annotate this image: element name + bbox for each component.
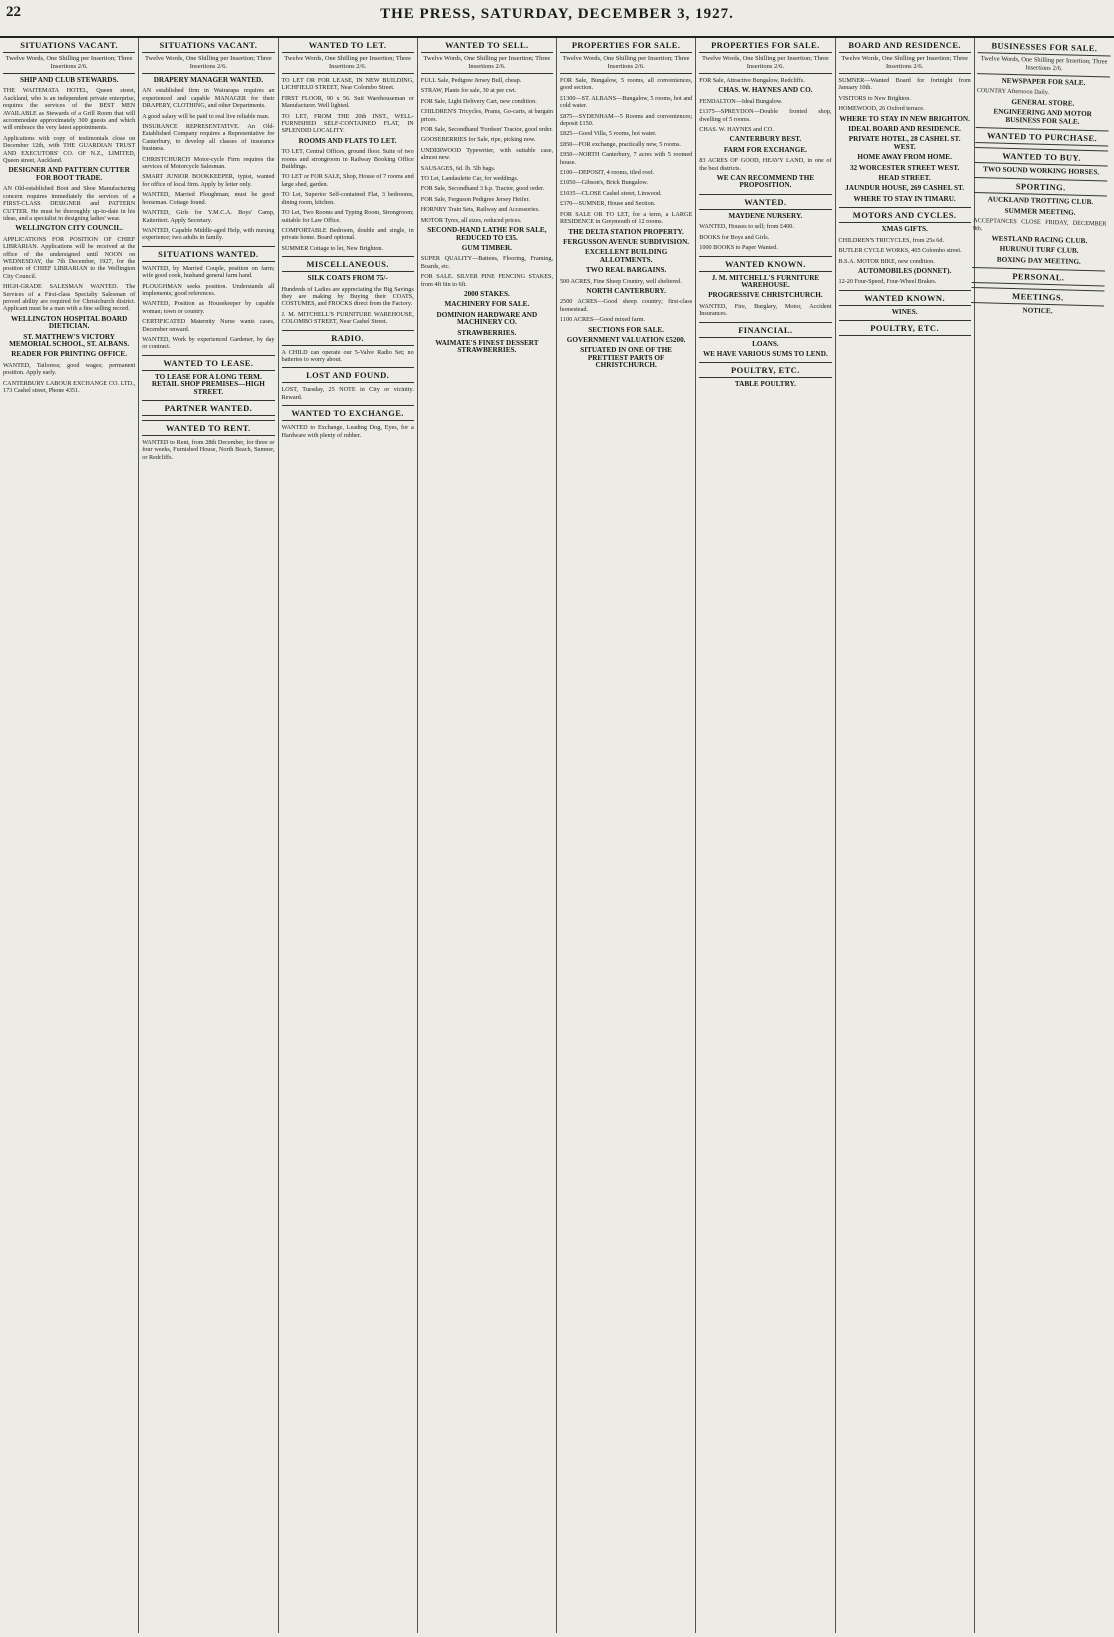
section-heading: SPORTING. [974, 177, 1108, 196]
ad-heading: TO LEASE FOR A LONG TERM. RETAIL SHOP PREMISES—HIGH STREET. [151, 372, 265, 396]
classified-ad: MOTOR Tyres, all sizes, reduced prices. [420, 216, 522, 224]
classified-ad: PLOUGHMAN seeks position. Understands all implements; good references. [142, 282, 275, 297]
classified-ad: FOR Sale, Attractive Bungalow, Redcliffs. [699, 77, 805, 84]
classified-ad: £100—DEPOSIT, 4 rooms, tiled roof. [560, 169, 655, 177]
classified-ad: 500 ACRES, Fine Sheep Country, well sheltered. [560, 277, 682, 285]
ad-heading: ST. MATTHEW'S VICTORY MEMORIAL SCHOOL, ST. ALBANS. [9, 332, 130, 348]
rate-notice: Twelve Words, One Shilling per Insertion; Three Insertions 2/6. [560, 55, 692, 74]
column-4 [418, 38, 557, 1633]
section-heading: WANTED TO EXCHANGE. [282, 405, 414, 421]
ad-heading: WHERE TO STAY IN TIMARU. [853, 194, 956, 203]
section-heading: WANTED. [699, 194, 831, 210]
classified-ad: CERTIFICATED Maternity Nurse wants cases, December onward. [142, 318, 275, 333]
section-heading: WANTED KNOWN. [699, 256, 831, 272]
classified-ad: FOR Sale, Secondhand 3 h.p. Tractor, good order. [420, 185, 545, 193]
ad-heading: NORTH CANTERBURY. [586, 286, 666, 295]
ad-heading: WESTLAND RACING CLUB. [991, 234, 1088, 246]
ad-heading: WAIMATE'S FINEST DESSERT STRAWBERRIES. [435, 338, 539, 355]
section-heading: RADIO. [282, 330, 414, 346]
classified-ad: Hundreds of Ladies are appreciating the Big Savings they are making by Buying their COATS, COSTUMES, and FROCKS direct from the Factory. [281, 285, 414, 308]
ad-heading: TABLE POULTRY. [734, 380, 796, 389]
classified-ad: WANTED, Girls for Y.M.C.A. Boys' Camp, Kaiteriteri. Apply Secretary. [142, 209, 275, 224]
column-3 [279, 38, 418, 1633]
column-heading: WANTED TO SELL. [421, 38, 553, 53]
section-heading: MISCELLANEOUS. [282, 256, 414, 272]
column-5 [557, 38, 696, 1633]
ad-heading: 2000 STAKES. [463, 289, 510, 298]
classified-ad: 1100 ACRES—Good mixed farm. [560, 316, 646, 324]
ad-heading: GOVERNMENT VALUATION £5200. [566, 335, 686, 344]
page-number: 22 [6, 4, 21, 20]
classified-ad: WANTED, Fire, Burglary, Motor, Accident Insurances. [699, 302, 832, 318]
section-heading: MEETINGS. [971, 287, 1105, 306]
classified-ad: TO LET, FROM THE 20th INST., WELL-FURNISHED SELF-CONTAINED FLAT, IN SPLENDID LOCALITY. [281, 112, 414, 135]
ad-heading: WE CAN RECOMMEND THE PROPOSITION. [716, 174, 815, 190]
ad-heading: NOTICE. [1022, 306, 1053, 316]
section-heading: FINANCIAL. [699, 322, 831, 338]
classified-ad: WANTED, Tailoress; good wages; permanent position. Apply early. [3, 361, 136, 377]
column-2 [139, 38, 278, 1633]
ad-heading: DRAPERY MANAGER WANTED. [153, 76, 264, 84]
ad-heading: JAUNDUR HOUSE, 269 CASHEL ST. [845, 184, 965, 193]
classified-ad: WANTED, Position as Housekeeper by capable woman; town or country. [142, 300, 275, 315]
ad-heading: PRIVATE HOTEL, 28 CASHEL ST. WEST. [848, 135, 961, 151]
classified-ad: TO Let, Two Rooms and Typing Room, Strongroom; suitable for Law Office. [281, 209, 414, 224]
classified-ad: STRAW, Plants for sale, 30 at per cwt. [420, 87, 517, 95]
classified-ad: AN Old-established Boot and Shoe Manufacturing concern requires immediately the services of a FIRST-CLASS DESIGNER and PATTERN CUTTER. He must be thoroughly up-to-date in his ideas, and a specialist in designing ladies' wear. [3, 185, 136, 222]
ad-heading: SUMMER MEETING. [1004, 206, 1076, 217]
section-heading: WANTED TO RENT. [142, 420, 274, 436]
rate-notice: Twelve Words, One Shilling per Insertion; Three Insertions 2/6. [282, 55, 414, 74]
classified-ad: WANTED, Work by experienced Gardener, by day or contract. [142, 335, 275, 351]
ad-heading: J. M. MITCHELL'S FURNITURE WAREHOUSE. [711, 273, 820, 289]
classified-ad: AN established firm in Wairarapa requires an experienced and capable MANAGER for their DRAPERY, CLOTHING, and other Departments. [142, 87, 275, 110]
classified-ad: INSURANCE REPRESENTATIVE. An Old-Established Company requires a Representative for Canterbury, to develop all classes of insurance business. [142, 123, 275, 153]
classified-ad: FULL Sale, Pedigree Jersey Bull, cheap. [420, 77, 522, 84]
column-heading: WANTED TO LET. [282, 38, 414, 53]
ad-heading: WELLINGTON HOSPITAL BOARD DIETICIAN. [10, 314, 128, 331]
section-heading: WANTED TO PURCHASE. [975, 127, 1109, 146]
column-heading: BOARD AND RESIDENCE. [839, 38, 971, 53]
ad-heading: MAYDENE NURSERY. [728, 211, 803, 220]
classified-ad: HORNBY Train Sets, Railway and Accessories. [420, 206, 540, 214]
classified-ad: £1035—CLOSE Cashel street, Linwood. [560, 189, 662, 197]
ad-heading: HOME AWAY FROM HOME. [857, 153, 952, 162]
ad-heading: HEAD STREET. [878, 174, 931, 183]
classified-ad: ACCEPTANCES CLOSE FRIDAY, DECEMBER 9th. [972, 217, 1107, 232]
classified-ad: SMART JUNIOR BOOKKEEPER, typist, wanted for office of local firm. Apply by letter only. [142, 173, 275, 188]
rate-notice: Twelve Words, One Shilling per Insertion; Three Insertions 2/6. [699, 55, 831, 74]
classified-ad: SUPER QUALITY—Battens, Flooring, Framing, Boards, etc. [420, 255, 553, 270]
column-heading: SITUATIONS VACANT. [3, 38, 135, 53]
ad-heading: READER FOR PRINTING OFFICE. [11, 350, 128, 359]
classified-ad: WANTED, Married Ploughman; must be good horseman. Cottage found. [142, 191, 275, 206]
rate-notice: Twelve Words, One Shilling per Insertion; Three Insertions 2/6. [977, 55, 1111, 77]
ad-heading: ROOMS AND FLATS TO LET. [298, 136, 397, 145]
section-heading: SITUATIONS WANTED. [142, 246, 274, 262]
classified-ad: HOMEWOOD, 26 Oxford terrace. [838, 105, 925, 113]
ad-heading: GUM TIMBER. [461, 243, 512, 252]
classified-ad: CHILDREN'S TRICYCLES, from 25s 6d. [838, 236, 945, 244]
ad-heading: CANTERBURY BEST. [729, 135, 802, 144]
classified-ad: LOST, Tuesday, 25 NOTE in City or vicinity. Reward. [281, 386, 414, 401]
classified-ad: A CHILD can operate our 5-Valve Radio Set; no batteries to worry about. [281, 348, 414, 363]
ad-heading: WINES. [891, 307, 918, 316]
classified-ad: 1000 BOOKS to Paper Wanted. [699, 244, 778, 252]
column-heading: SITUATIONS VACANT. [142, 38, 274, 53]
classified-ad: WANTED to Exchange, Leading Dog, Eyes, for a Hardware with plenty of rubber. [281, 424, 414, 439]
ad-heading: ENGINEERING AND MOTOR BUSINESS FOR SALE. [993, 107, 1092, 126]
ad-heading: WE HAVE VARIOUS SUMS TO LEND. [702, 349, 828, 358]
classified-ad: THE WAITEMATA HOTEL, Queen street, Auckland, who is an independent private enterprise, requires the services of the BEST MEN AVAILABLE as Stewards of a Grill Room that will accommodate approximately 300 guests and which will embrace the very latest appointments. [3, 87, 136, 132]
ad-heading: FARM FOR EXCHANGE. [723, 145, 807, 154]
ad-heading: AUCKLAND TROTTING CLUB. [987, 195, 1093, 207]
newspaper-title: THE PRESS, SATURDAY, DECEMBER 3, 1927. [380, 6, 734, 22]
classified-ad: J. M. MITCHELL'S FURNITURE WAREHOUSE, COLOMBO STREET, Near Cashel Street. [281, 310, 414, 326]
ad-heading: SILK COATS FROM 75/- [307, 274, 388, 283]
ad-heading: CHAS. W. HAYNES AND CO. [718, 86, 813, 95]
classified-ad: COUNTRY Afternoon Daily. [976, 87, 1049, 97]
column-heading: PROPERTIES FOR SALE. [560, 38, 692, 53]
classified-ad: VISITORS to New Brighton. [838, 94, 911, 102]
classified-ad: TO Let, Superior Self-contained Flat, 3 bedrooms, dining room, kitchen. [281, 191, 414, 206]
classified-ad: 83 ACRES OF GOOD, HEAVY LAND, in one of the best districts. [699, 157, 832, 172]
classified-ad: FOR Sale, Light Delivery Cart, new condition. [420, 97, 537, 105]
ad-heading: IDEAL BOARD AND RESIDENCE. [848, 125, 961, 134]
classified-ad: FOR Sale, Secondhand 'Fordson' Tractor, good order. [420, 126, 553, 134]
ad-heading: TWO SOUND WORKING HORSES. [982, 165, 1100, 177]
classified-ad: FOR Sale, Ferguson Pedigree Jersey Heifer. [420, 195, 530, 203]
classified-columns [0, 38, 1114, 1633]
classified-ad: FOR SALE OR TO LET, for a term, a LARGE RESIDENCE in Greymouth of 12 rooms. [560, 210, 693, 226]
classified-ad: FIRST FLOOR, 90 x 56. Suit Warehouseman or Manufacturer. Well lighted. [281, 94, 414, 110]
classified-ad: COMFORTABLE Bedroom, double and single, in private home. Board optional. [281, 226, 414, 242]
classified-ad: TO Let, Landaulette Car, for weddings. [420, 175, 519, 183]
section-heading: WANTED TO LEASE. [142, 355, 274, 371]
column-heading: PROPERTIES FOR SALE. [699, 38, 831, 53]
rate-notice: Twelve Words, One Shilling per Insertion; Three Insertions 2/6. [3, 55, 135, 74]
classified-ad: WANTED to Rent, from 28th December, for three or four weeks, Furnished House, North Beach, Sumner, or Redcliffs. [142, 439, 275, 461]
classified-ad: BUTLER CYCLE WORKS, 405 Colombo street. [838, 247, 962, 255]
ad-heading: DOMINION HARDWARE AND MACHINERY CO. [436, 310, 538, 327]
ad-heading: FERGUSSON AVENUE SUBDIVISION. [563, 237, 690, 246]
ad-heading: SECTIONS FOR SALE. [588, 325, 664, 334]
rate-notice: Twelve Words, One Shilling per Insertion; Three Insertions 2/6. [421, 55, 553, 74]
ad-heading: AUTOMOBILES (DONNET). [857, 266, 952, 275]
classified-ad: B.S.A. MOTOR BIKE, new condition. [838, 257, 935, 265]
ad-heading: WELLINGTON CITY COUNCIL. [15, 224, 123, 233]
ad-heading: NEWSPAPER FOR SALE. [1001, 76, 1086, 87]
classified-ad: £875—SYDENHAM—5 Rooms and conveniences; deposit £150. [560, 112, 693, 128]
column-6 [696, 38, 835, 1633]
ad-heading: GENERAL STORE. [1011, 97, 1075, 108]
classified-ad: WANTED, Capable Middle-aged Help, with nursing experience; two adults in family. [142, 226, 275, 242]
classified-ad: £950—NORTH Canterbury, 7 acres with 5 roomed house. [560, 151, 693, 166]
classified-ad: £370—SUMNER, House and Section. [560, 200, 656, 208]
ad-heading: DESIGNER AND PATTERN CUTTER FOR BOOT TRADE. [8, 166, 130, 182]
classified-ad: BOOKS for Boys and Girls. [699, 233, 770, 241]
ad-heading: WHERE TO STAY IN NEW BRIGHTON. [839, 114, 970, 123]
classified-ad: CHRISTCHURCH Motor-cycle Firm requires the services of Motorcycle Salesman. [142, 155, 275, 171]
rate-notice: Twelve Words, One Shilling per Insertion; Three Insertions 2/6. [839, 55, 971, 74]
classified-ad: CHAS. W. HAYNES and CO. [699, 126, 774, 134]
classified-ad: CHILDREN'S Tricycles, Prams, Go-carts, at bargain prices. [420, 108, 553, 123]
ad-heading: SECOND-HAND LATHE FOR SALE, REDUCED TO £35. [427, 226, 547, 242]
classified-ad: FENDALTON—Ideal Bungalow. [699, 97, 783, 105]
section-heading: WANTED TO BUY. [974, 147, 1108, 166]
classified-ad: £825—Good Villa, 5 rooms, hot water. [560, 130, 657, 138]
classified-ad: £1300—ST. ALBANS—Bungalow, 5 rooms, hot and cold water. [560, 94, 693, 110]
ad-heading: MACHINERY FOR SALE. [444, 300, 530, 309]
classified-ad: HIGH-GRADE SALESMAN WANTED. The Services of a First-class Specialty Salesman of proved ability are required for Christchurch district. Applicant must be a man with a fine selling record. [3, 283, 136, 313]
ad-heading: SHIP AND CLUB STEWARDS. [19, 76, 119, 84]
classified-ad: TO LET, Central Offices, ground floor. Suite of two rooms and strongroom in Railway Booking Office Buildings. [281, 148, 414, 171]
classified-ad: WANTED, by Married Couple, position on farm; wife good cook, husband general farm hand. [142, 264, 275, 280]
ad-heading: PROGRESSIVE CHRISTCHURCH. [708, 291, 823, 300]
classified-ad: SUMNER—Wanted Board for fortnight from January 10th. [838, 77, 971, 92]
classified-ad: UNDERWOOD Typewriter, with suitable case, almost new. [420, 146, 553, 162]
classified-ad: APPLICATIONS FOR POSITION OF CHIEF LIBRARIAN. Applications will be received at the office of the undersigned until NOON on WEDNESDAY, the 7th December, 1927, for the position of CHIEF LIBRARIAN to the Wellington City Council. [3, 235, 136, 280]
classified-ad: FOR SALE. SILVER PINE FENCING STAKES, from 4ft 6in to 6ft. [420, 273, 553, 288]
classified-ad: FOR Sale, Bungalow, 5 rooms, all conveniences, good section. [560, 77, 693, 92]
classified-ad: £1050—Gibson's, Brick Bungalow. [560, 179, 649, 187]
ad-heading: THE DELTA STATION PROPERTY. [568, 227, 684, 236]
column-heading: BUSINESSES FOR SALE. [977, 38, 1111, 56]
section-heading: POULTRY, ETC. [699, 362, 831, 378]
ad-heading: XMAS GIFTS. [881, 225, 928, 234]
classified-ad: GOOSEBERRIES for Sale, ripe, picking now. [420, 136, 536, 144]
classified-ad: SAUSAGES, 6d. lb. 5lb bags. [420, 164, 496, 172]
ad-heading: SITUATED IN ONE OF THE PRETTIEST PARTS OF CHRISTCHURCH. [580, 346, 672, 370]
classified-ad: £850—FOR exchange, practically new, 5 rooms. [560, 140, 681, 148]
classified-ad: SUMMER Cottage to let, New Brighton. [281, 244, 384, 252]
classified-ad: Applications with copy of testimonials close on December 12th, with THE GUARDIAN TRUST AND EXECUTORS' CO. OF N.Z., LIMITED, Queen street, Auckland. [3, 134, 136, 165]
classified-ad: TO LET or FOR SALE, Shop, House of 7 rooms and large shed, garden. [281, 173, 414, 188]
classified-ad: CANTERBURY LABOUR EXCHANGE CO. LTD., 173 Cashel street, Phone 4351. [3, 379, 136, 395]
section-heading: PERSONAL. [971, 267, 1105, 286]
section-heading: PARTNER WANTED. [142, 400, 274, 416]
ad-heading: BOXING DAY MEETING. [996, 255, 1081, 266]
masthead [0, 0, 1114, 38]
ad-heading: STRAWBERRIES. [457, 328, 517, 337]
section-heading: MOTORS AND CYCLES. [839, 207, 971, 223]
section-heading: POULTRY, ETC. [839, 320, 971, 336]
classified-ad: 12-20 Four-Speed, Four-Wheel Brakes. [838, 278, 937, 286]
classified-ad: A good salary will be paid to real live reliable man. [142, 112, 270, 120]
rate-notice: Twelve Words, One Shilling per Insertion; Three Insertions 2/6. [142, 55, 274, 74]
ad-heading: TWO REAL BARGAINS. [585, 266, 667, 275]
ad-heading: LOANS. [752, 339, 779, 348]
ad-heading: 32 WORCESTER STREET WEST. [849, 163, 960, 172]
ad-heading: EXCELLENT BUILDING ALLOTMENTS. [584, 248, 668, 264]
ad-heading: HURUNUI TURF CLUB. [999, 245, 1079, 256]
classified-ad: £1375—SPREYDON—Double fronted shop, dwelling of 5 rooms. [699, 108, 832, 123]
classified-ad: WANTED, Houses to sell; from £400. [699, 223, 794, 231]
section-heading: WANTED KNOWN. [839, 290, 971, 306]
section-heading: LOST AND FOUND. [282, 367, 414, 383]
column-1 [0, 38, 139, 1633]
classified-ad: TO LET OR FOR LEASE, IN NEW BUILDING, LICHFIELD STREET, Near Colombo Street. [281, 77, 414, 92]
classified-ad: 2500 ACRES—Good sheep country; first-class homestead. [560, 298, 693, 313]
